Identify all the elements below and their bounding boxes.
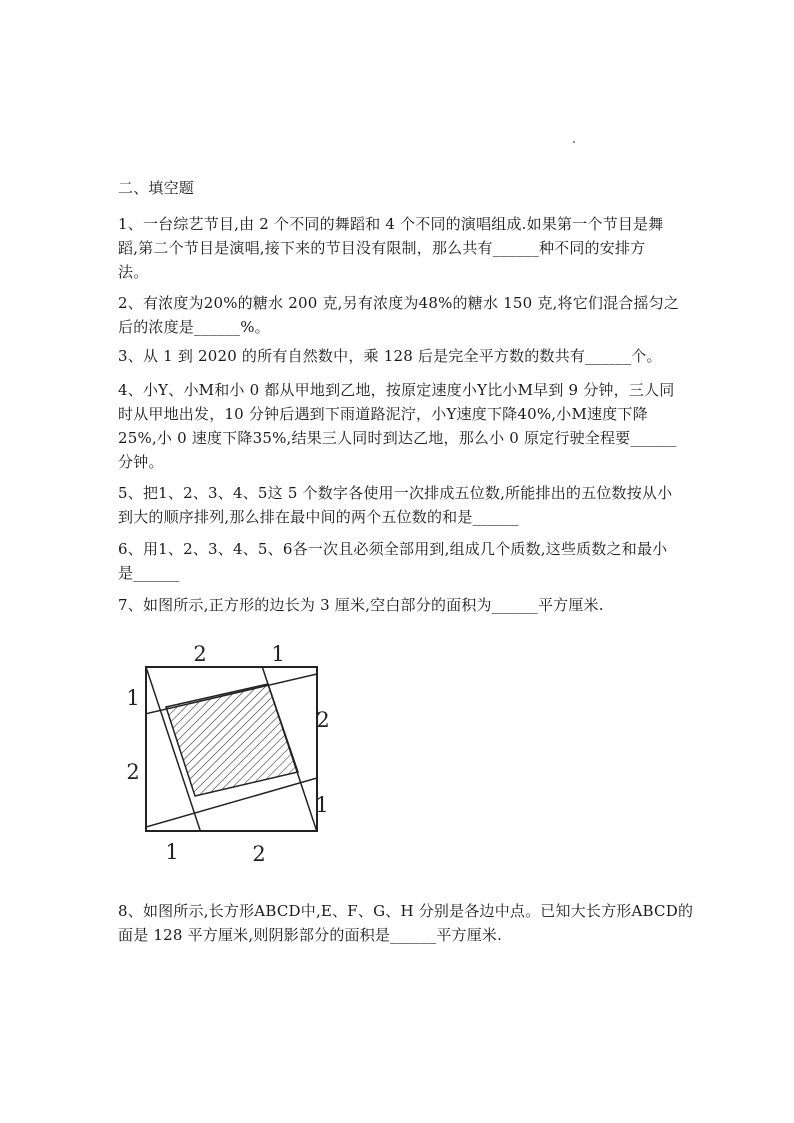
question-5-line-1: 5、把1、2、3、4、5这 5 个数字各使用一次排成五位数,所能排出的五位数按从小 xyxy=(118,484,673,502)
label-top-left: 2 xyxy=(193,642,207,666)
stray-dot xyxy=(573,141,575,143)
label-bottom-left: 1 xyxy=(165,840,179,864)
shaded-region xyxy=(166,684,298,796)
question-6-line-1: 6、用1、2、3、4、5、6各一次且必须全部用到,组成几个质数,这些质数之和最小 xyxy=(118,540,668,558)
square-figure xyxy=(118,630,348,870)
question-4-line-1: 4、小Y、小M和小 0 都从甲地到乙地，按原定速度小Y比小M早到 9 分钟，三人同 xyxy=(118,381,675,399)
question-1 xyxy=(118,212,688,284)
question-2-line-2: 后的浓度是______%。 xyxy=(118,318,270,336)
question-7 xyxy=(118,593,688,617)
question-8 xyxy=(118,899,694,947)
question-4-line-4: 分钟。 xyxy=(118,453,164,471)
square-diagram xyxy=(118,630,348,870)
label-top-right: 1 xyxy=(271,642,285,666)
label-right-bottom: 1 xyxy=(315,793,329,817)
question-4 xyxy=(118,378,688,474)
question-5-line-2: 到大的顺序排列,那么排在最中间的两个五位数的和是______ xyxy=(118,508,519,526)
label-left-top: 1 xyxy=(126,686,140,710)
question-8-line-1: 8、如图所示,长方形ABCD中,E、F、G、H 分别是各边中点。已知大长方形ABCD的 xyxy=(118,902,694,920)
question-3 xyxy=(118,344,688,368)
label-right-top: 2 xyxy=(316,708,330,732)
question-4-line-3: 25%,小 0 速度下降35%,结果三人同时到达乙地，那么小 0 原定行驶全程要______ xyxy=(118,429,677,447)
question-6-line-2: 是______ xyxy=(118,564,180,582)
question-6 xyxy=(118,537,688,585)
question-1-line-3: 法。 xyxy=(118,263,149,281)
question-1-line-2: 蹈,第二个节目是演唱,接下来的节目没有限制，那么共有______种不同的安排方 xyxy=(118,239,646,257)
question-8-line-2: 面是 128 平方厘米,则阴影部分的面积是______平方厘米. xyxy=(118,926,503,944)
question-2 xyxy=(118,291,688,339)
section-title-text: 二、填空题 xyxy=(118,179,195,197)
question-1-line-1: 1、一台综艺节目,由 2 个不同的舞蹈和 4 个不同的演唱组成.如果第一个节目是舞 xyxy=(118,215,664,233)
question-2-line-1: 2、有浓度为20%的糖水 200 克,另有浓度为48%的糖水 150 克,将它们混合摇匀之 xyxy=(118,294,680,312)
label-left-bottom: 2 xyxy=(126,760,140,784)
section-title xyxy=(118,176,688,200)
label-bottom-right: 2 xyxy=(252,842,266,866)
question-7-line-1: 7、如图所示,正方形的边长为 3 厘米,空白部分的面积为______平方厘米. xyxy=(118,596,604,614)
question-3-line-1: 3、从 1 到 2020 的所有自然数中，乘 128 后是完全平方数的数共有______个。 xyxy=(118,347,662,365)
question-5 xyxy=(118,481,688,529)
question-4-line-2: 时从甲地出发，10 分钟后遇到下雨道路泥泞，小Y速度下降40%,小M速度下降 xyxy=(118,405,648,423)
